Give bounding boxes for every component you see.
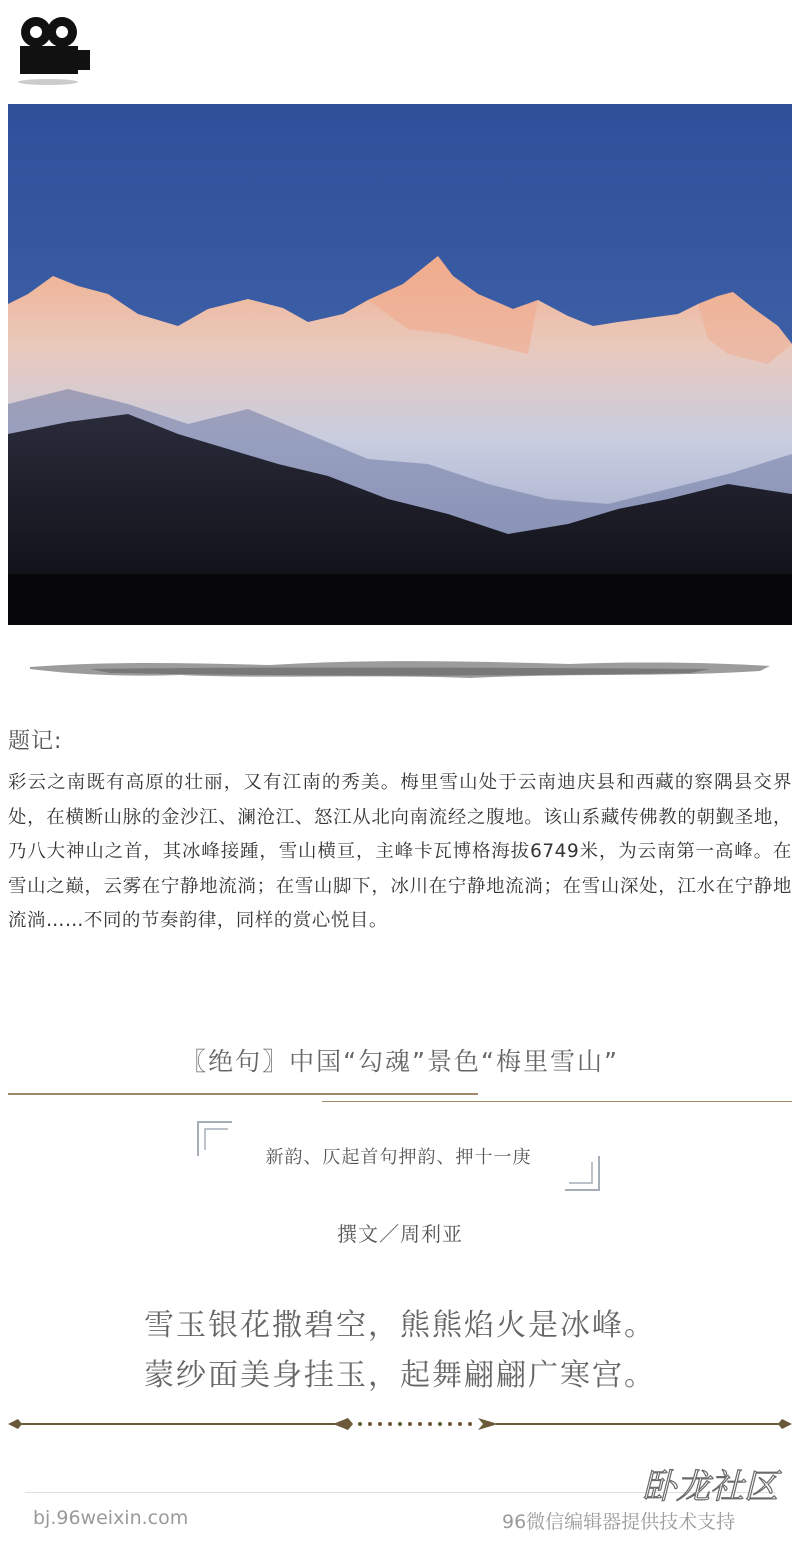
poem-line-2: 蒙纱面美身挂玉，起舞翩翩广寒宫。 — [144, 1358, 656, 1393]
watermark-text: 卧龙社区 — [642, 1467, 778, 1507]
footer-site-link[interactable]: bj.96weixin.com — [33, 1507, 189, 1529]
poem-line-1: 雪玉银花撒碧空，熊熊焰火是冰峰。 — [144, 1308, 656, 1343]
footer-credit: 96微信编辑器提供技术支持 — [502, 1511, 736, 1533]
title-underline-bottom — [322, 1101, 792, 1102]
note-title: 题记: — [8, 729, 63, 754]
watermark-logo — [625, 1460, 795, 1540]
poem-title: 〖绝句〗中国“勾魂”景色“梅里雪山” — [181, 1047, 619, 1076]
brush-divider — [30, 655, 770, 690]
rhyme-note: 新韵、仄起首句押韵、押十一庚 — [265, 1147, 532, 1168]
film-camera-icon — [10, 10, 100, 90]
mountain-photo — [8, 104, 792, 625]
note-body: 彩云之南既有高原的壮丽，又有江南的秀美。梅里雪山处于云南迪庆县和西藏的察隅县交界处，在横断山脉的金沙江、澜沧江、怒江从北向南流经之腹地。该山系藏传佛教的朝觐圣地，乃八大神山之首，其冰峰接踵，雪山横亘，主峰卡瓦博格海拔6749米，为云南第一高峰。在雪山之巅，云雾在宁静地流淌；在雪山脚下，冰川在宁静地流淌；在雪山深处，江水在宁静地流淌……不同的节奏韵律，同样的赏心悦目。 — [8, 772, 792, 931]
ornament-divider — [8, 1410, 792, 1438]
author-credit: 撰文／周利亚 — [337, 1222, 463, 1246]
title-underline-top — [8, 1093, 478, 1095]
